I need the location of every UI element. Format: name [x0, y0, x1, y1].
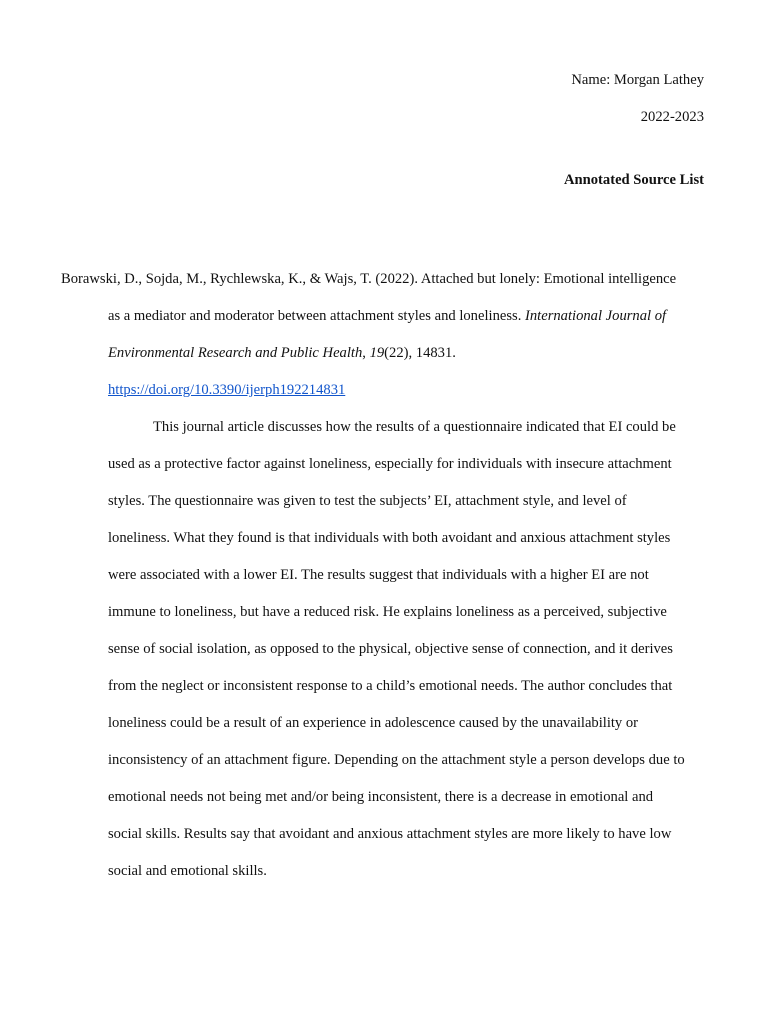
annotation-line: loneliness could be a result of an experience in adolescence caused by the unavailability or [108, 715, 639, 731]
document-title: Annotated Source List [563, 172, 704, 188]
annotation-line: sense of social isolation, as opposed to the physical, objective sense of connection, and it derives [108, 641, 673, 657]
journal-title: International Journal of [525, 308, 667, 324]
citation-text: as a mediator and moderator between attachment styles and loneliness. [108, 308, 522, 324]
citation-line [61, 344, 704, 381]
annotation-line: This journal article discusses how the results of a questionnaire indicated that EI could be [153, 419, 676, 435]
annotation-line: used as a protective factor against loneliness, especially for individuals with insecure attachment [108, 456, 672, 472]
journal-title: Environmental Research and Public Health [108, 345, 363, 361]
author-name: Name: Morgan Lathey [571, 72, 704, 88]
citation-line: Borawski, D., Sojda, M., Rychlewska, K., & Wajs, T. (2022). Attached but lonely: Emotional intelligence [61, 271, 677, 287]
citation-entry [61, 270, 704, 418]
citation-line [61, 307, 704, 344]
school-year: 2022-2023 [640, 109, 704, 125]
annotation-line: loneliness. What they found is that individuals with both avoidant and anxious attachment styles [108, 530, 671, 546]
annotation-paragraph [108, 418, 708, 899]
journal-issue-pages: (22), 14831. [384, 345, 456, 361]
citation-line [61, 381, 704, 418]
annotation-line: from the neglect or inconsistent response to a child’s emotional needs. The author concludes that [108, 678, 673, 694]
annotation-line: emotional needs not being met and/or being inconsistent, there is a decrease in emotional and [108, 789, 654, 805]
annotation-line: styles. The questionnaire was given to test the subjects’ EI, attachment style, and level of [108, 493, 627, 509]
citation-separator: , [362, 345, 370, 361]
annotation-line: social skills. Results say that avoidant and anxious attachment styles are more likely to have low [108, 826, 672, 842]
journal-volume: 19 [369, 345, 385, 361]
annotation-line: immune to loneliness, but have a reduced risk. He explains loneliness as a perceived, subjective [108, 604, 667, 620]
annotation-line: social and emotional skills. [108, 863, 267, 879]
doi-link[interactable]: https://doi.org/10.3390/ijerph192214831 [108, 382, 346, 398]
annotation-line: were associated with a lower EI. The results suggest that individuals with a higher EI are not [108, 567, 649, 583]
annotation-line: inconsistency of an attachment figure. Depending on the attachment style a person develops due to [108, 752, 685, 768]
